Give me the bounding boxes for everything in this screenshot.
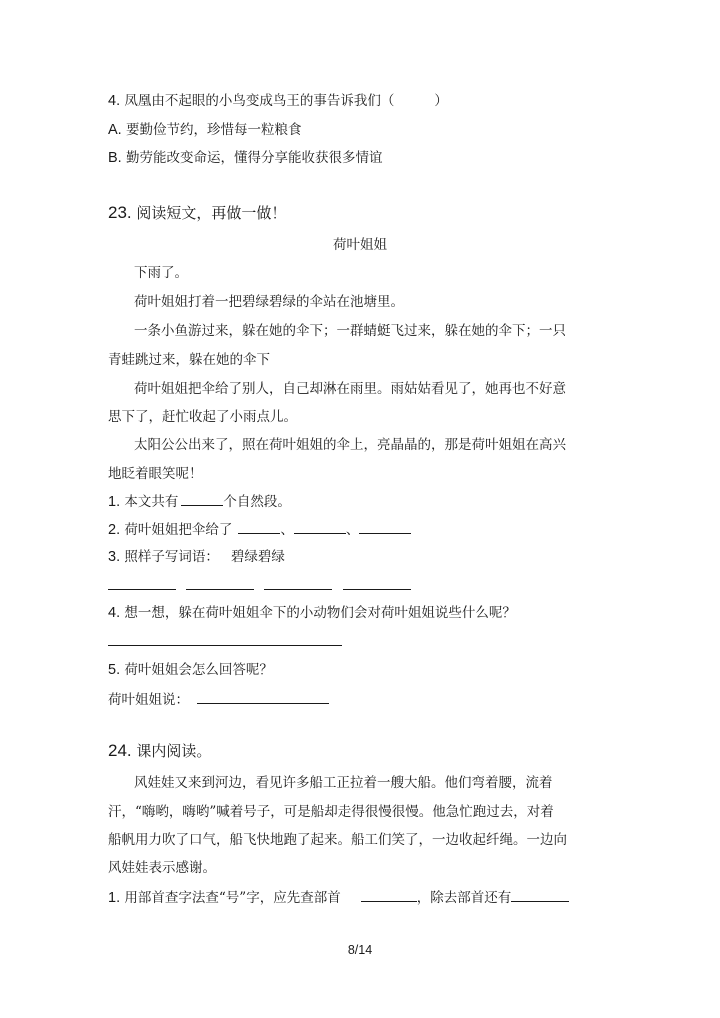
q22-option-b-label: B. — [108, 150, 122, 166]
q23-question-5-answer — [108, 690, 329, 709]
q23-q4-answer-line[interactable] — [108, 645, 342, 646]
q23-q3-answer-line-2[interactable] — [186, 589, 254, 590]
q22-option-a — [108, 121, 302, 139]
q23-heading-text: 阅读短文，再做一做！ — [136, 204, 287, 222]
q22-option-a-label: A. — [108, 122, 122, 138]
q23-q3-answer-line-3[interactable] — [264, 589, 332, 590]
q23-question-2-number: 2. — [108, 522, 121, 538]
q23-question-1-number: 1. — [108, 494, 121, 510]
q24-passage-line-1: 风娃娃又来到河边，看见许多船工正拉着一艘大船。他们弯着腰，流着 — [134, 775, 553, 791]
story-paragraph-5-line-2: 地眨着眼笑呢！ — [108, 466, 203, 482]
q23-q2-answer-blank-3[interactable] — [359, 520, 411, 534]
story-paragraph-3-line-2: 青蛙跳过来，躲在她的伞下 — [108, 352, 270, 368]
q23-question-4 — [108, 604, 516, 622]
q23-heading — [108, 203, 286, 223]
q23-question-4-number: 4. — [108, 605, 121, 621]
q23-q2-answer-blank-1[interactable] — [238, 520, 280, 534]
q24-passage-line-3: 船帆用力吹了口气，船飞快地跑了起来。船工们笑了，一边收起纤绳。一边向 — [108, 832, 567, 848]
q23-question-3-text: 照样子写词语： — [124, 549, 219, 565]
q23-q5-answer-blank[interactable] — [197, 690, 329, 704]
q24-question-1-text-a: 用部首查字法查“号”字，应先查部首 — [124, 890, 341, 906]
page-number: 8/14 — [347, 943, 373, 957]
q22-item-4-text: 凤凰由不起眼的小鸟变成鸟王的事告诉我们（ — [124, 93, 395, 109]
q23-question-3 — [108, 548, 285, 566]
q23-question-1 — [108, 492, 291, 511]
q23-q5-answer-prefix: 荷叶姐姐说： — [108, 692, 189, 708]
q24-passage-line-4: 风娃娃表示感谢。 — [108, 860, 216, 876]
q23-number: 23. — [108, 203, 132, 222]
q24-passage-line-2: 汗，“嗨哟，嗨哟”喊着号子，可是船却走得很慢很慢。他急忙跑过去，对着 — [108, 804, 554, 820]
story-paragraph-2: 荷叶姐姐打着一把碧绿碧绿的伞站在池塘里。 — [134, 294, 404, 310]
q22-option-b-text: 勤劳能改变命运，懂得分享能收获很多情谊 — [126, 150, 383, 166]
q22-item-4-number: 4. — [108, 93, 121, 109]
q22-item-4 — [108, 92, 448, 110]
story-paragraph-5-line-1: 太阳公公出来了，照在荷叶姐姐的伞上，亮晶晶的，那是荷叶姐姐在高兴 — [134, 437, 566, 453]
q22-option-b — [108, 149, 383, 167]
story-title: 荷叶姐姐 — [333, 237, 387, 253]
q23-question-2-text: 荷叶姐姐把伞给了 — [124, 522, 233, 538]
q23-q2-separator-2: 、 — [345, 522, 360, 538]
q24-question-1-number: 1. — [108, 890, 121, 906]
q23-question-5-number: 5. — [108, 662, 121, 678]
q24-q1-answer-blank-2[interactable] — [511, 888, 569, 902]
q23-q2-separator-1: 、 — [280, 522, 294, 538]
q23-question-3-example: 碧绿碧绿 — [230, 549, 285, 565]
q23-question-2 — [108, 520, 411, 539]
q23-q2-answer-blank-2[interactable] — [294, 520, 346, 534]
q23-q1-answer-blank[interactable] — [181, 492, 223, 506]
story-paragraph-4-line-1: 荷叶姐姐把伞给了别人，自己却淋在雨里。雨姑姑看见了，她再也不好意 — [134, 381, 566, 397]
story-paragraph-4-line-2: 思下了，赶忙收起了小雨点儿。 — [108, 409, 297, 425]
q24-heading — [108, 741, 211, 761]
q23-question-5-text: 荷叶姐姐会怎么回答呢？ — [124, 662, 273, 678]
q23-question-4-text: 想一想，躲在荷叶姐姐伞下的小动物们会对荷叶姐姐说些什么呢？ — [124, 605, 516, 621]
q24-q1-answer-blank-1[interactable] — [361, 888, 417, 902]
q23-question-5 — [108, 661, 273, 679]
q24-question-1 — [108, 888, 569, 907]
story-paragraph-3-line-1: 一条小鱼游过来，躲在她的伞下；一群蜻蜓飞过来，躲在她的伞下；一只 — [134, 323, 566, 339]
q23-question-3-number: 3. — [108, 549, 121, 565]
q23-question-1-text-a: 本文共有 — [124, 494, 179, 510]
q24-question-1-text-b: ，除去部首还有 — [416, 890, 512, 906]
q24-number: 24. — [108, 741, 132, 760]
story-paragraph-1: 下雨了。 — [134, 265, 188, 281]
q23-q3-answer-line-4[interactable] — [343, 589, 411, 590]
q22-option-a-text: 要勤俭节约，珍惜每一粒粮食 — [126, 122, 302, 138]
q23-question-1-text-b: 个自然段。 — [223, 494, 291, 510]
q24-heading-text: 课内阅读。 — [136, 742, 212, 760]
q23-q3-answer-line-1[interactable] — [108, 589, 176, 590]
q22-item-4-close-paren: ） — [434, 93, 448, 109]
